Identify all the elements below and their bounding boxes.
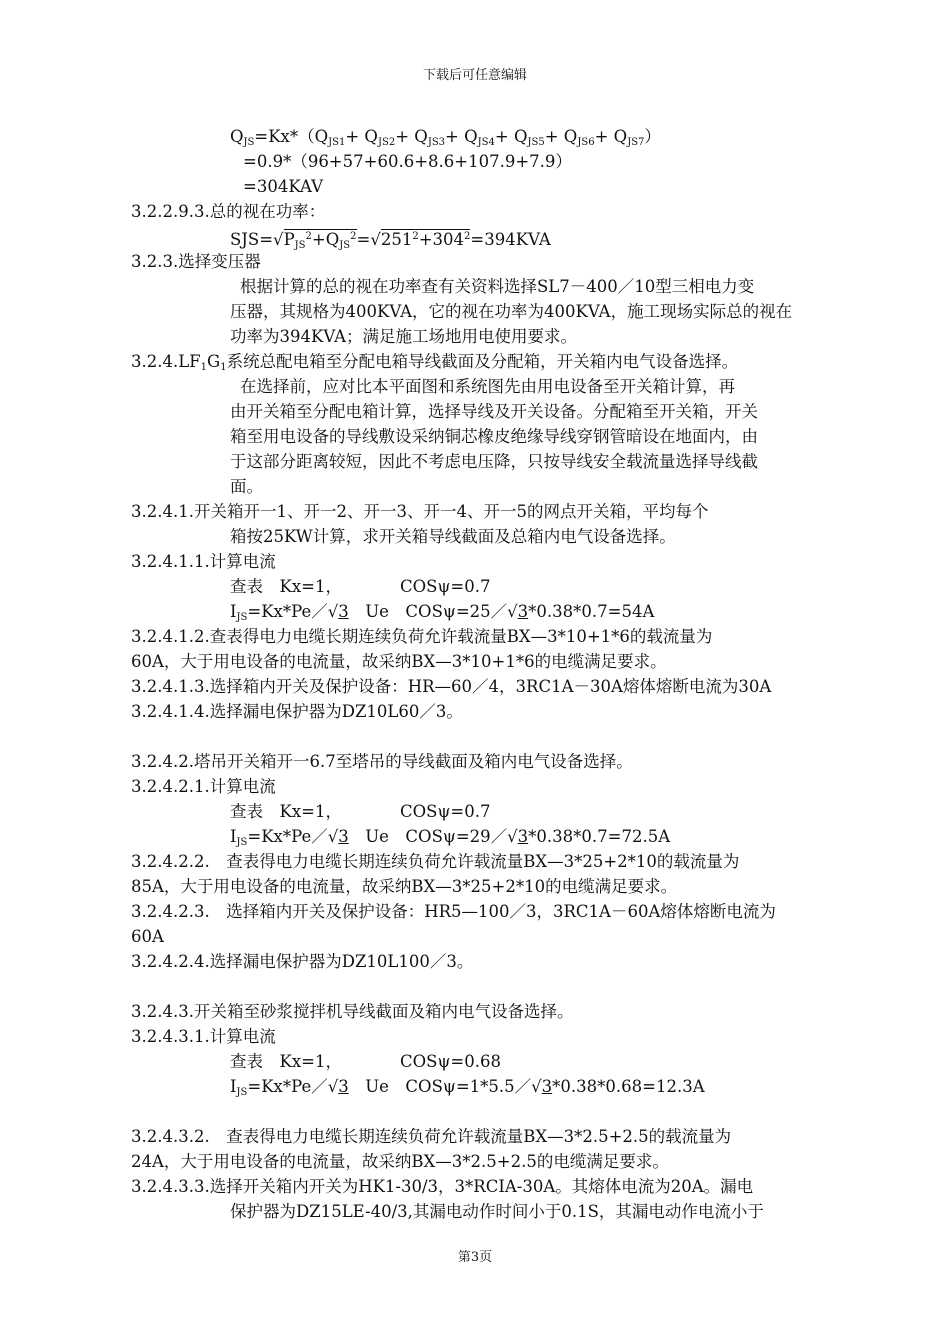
current-formula: $I_{JS}=Kx*Pe/√3$ Ue COSψ=1*5.5／√3*0.38*0.68=12.3A bbox=[230, 1077, 705, 1098]
section-heading: 3.2.2.9.3.总的视在功率： bbox=[131, 202, 326, 221]
section-heading: 3.2.3.选择变压器 bbox=[131, 252, 261, 271]
paragraph-line: 由开关箱至分配电箱计算，选择导线及开关设备。分配箱至开关箱，开关 bbox=[230, 402, 758, 421]
paragraph-line: 箱按25KW计算，求开关箱导线截面及总箱内电气设备选择。 bbox=[230, 527, 676, 546]
section-heading: 3.2.4.1.2.查表得电力电缆长期连续负荷允许载流量BX—3*10+1*6的载流量为 bbox=[131, 627, 713, 646]
section-heading: 3.2.4.2.塔吊开关箱开一6.7至塔吊的导线截面及箱内电气设备选择。 bbox=[131, 752, 633, 771]
section-heading: 3.2.4.1.4.选择漏电保护器为DZ10L60／3。 bbox=[131, 702, 463, 721]
paragraph-line: 面。 bbox=[230, 477, 263, 496]
paragraph-line: 压器，其规格为400KVA，它的视在功率为400KVA，施工现场实际总的视在 bbox=[230, 302, 793, 321]
paragraph-line: 于这部分距离较短，因此不考虑电压降，只按导线安全载流量选择导线截 bbox=[230, 452, 758, 471]
paragraph-line: 60A bbox=[131, 927, 164, 946]
paragraph-line: 在选择前，应对比本平面图和系统图先由用电设备至开关箱计算，再 bbox=[240, 377, 735, 396]
paragraph-line: 箱至用电设备的导线敷设采纳铜芯橡皮绝缘导线穿钢管暗设在地面内，由 bbox=[230, 427, 758, 446]
paragraph-line: 保护器为DZ15LE-40/3,其漏电动作时间小于0.1S，其漏电动作电流小于 bbox=[230, 1202, 764, 1221]
section-heading: 3.2.4.3.1.计算电流 bbox=[131, 1027, 276, 1046]
page-header: 下载后可任意编辑 bbox=[422, 68, 527, 83]
paragraph-line: 功率为394KVA；满足施工场地用电使用要求。 bbox=[230, 327, 578, 346]
formula-line: =0.9*（96+57+60.6+8.6+107.9+7.9） bbox=[243, 152, 572, 171]
lookup-line: 查表 Kx=1， COSψ=0.7 bbox=[230, 802, 491, 821]
section-heading: 3.2.4.2.3. 选择箱内开关及保护设备：HR5—100／3，3RC1A－60A熔体熔断电流为 bbox=[131, 902, 776, 921]
formula-qjs-sum: $Q_{JS}=Kx*(Q_{JS1}+ Q_{JS2}+ Q_{JS3}+ Q_{JS4}+ Q_{JS5}+ Q_{JS6}+ Q_{JS7})$ bbox=[230, 127, 661, 148]
section-heading: 3.2.4.2.4.选择漏电保护器为DZ10L100／3。 bbox=[131, 952, 474, 971]
page-number: 第3页 bbox=[457, 1250, 493, 1265]
lookup-line: 查表 Kx=1， COSψ=0.7 bbox=[230, 577, 491, 596]
current-formula: $I_{JS}=Kx*Pe/√3$ Ue COSψ=29／√3*0.38*0.7=72.5A bbox=[230, 827, 671, 848]
paragraph-line: 24A，大于用电设备的电流量，故采纳BX—3*2.5+2.5的电缆满足要求。 bbox=[131, 1152, 669, 1171]
lookup-line: 查表 Kx=1， COSψ=0.68 bbox=[230, 1052, 501, 1071]
section-heading: 3.2.4.1.3.选择箱内开关及保护设备：HR—60／4，3RC1A－30A熔体熔断电流为30A bbox=[131, 677, 772, 696]
formula-sjs: $SJS=√P_{JS}^2+Q_{JS}^2=√251^2+304^2=394KVA$ bbox=[230, 230, 551, 251]
section-heading: 3.2.4.3.2. 查表得电力电缆长期连续负荷允许载流量BX—3*2.5+2.5的载流量为 bbox=[131, 1127, 732, 1146]
section-heading: 3.2.4.1.开关箱开一1、开一2、开一3、开一4、开一5的网点开关箱，平均每个 bbox=[131, 502, 709, 521]
document-body bbox=[131, 124, 836, 1224]
section-heading: 3.2.4.2.1.计算电流 bbox=[131, 777, 276, 796]
section-heading: 3.2.4.3.开关箱至砂浆搅拌机导线截面及箱内电气设备选择。 bbox=[131, 1002, 574, 1021]
paragraph-line: 60A，大于用电设备的电流量，故采纳BX—3*10+1*6的电缆满足要求。 bbox=[131, 652, 667, 671]
current-formula: $I_{JS}=Kx*Pe/√3$ Ue COSψ=25／√3*0.38*0.7=54A bbox=[230, 602, 655, 623]
paragraph-line: 85A，大于用电设备的电流量，故采纳BX—3*25+2*10的电缆满足要求。 bbox=[131, 877, 678, 896]
section-heading: 3.2.4.1.1.计算电流 bbox=[131, 552, 276, 571]
section-heading: 3.2.4.3.3.选择开关箱内开关为HK1-30/3，3*RCIA-30A。其熔体电流为20A。漏电 bbox=[131, 1177, 754, 1196]
formula-line: =304KAV bbox=[243, 177, 323, 196]
section-heading: 3.2.4.2.2. 查表得电力电缆长期连续负荷允许载流量BX—3*25+2*10的载流量为 bbox=[131, 852, 740, 871]
section-heading: $3.2.4.LF_1G_1$系统总配电箱至分配电箱导线截面及分配箱，开关箱内电气设备选择。 bbox=[131, 352, 739, 373]
paragraph-line: 根据计算的总的视在功率查有关资料选择SL7－400／10型三相电力变 bbox=[240, 277, 755, 296]
